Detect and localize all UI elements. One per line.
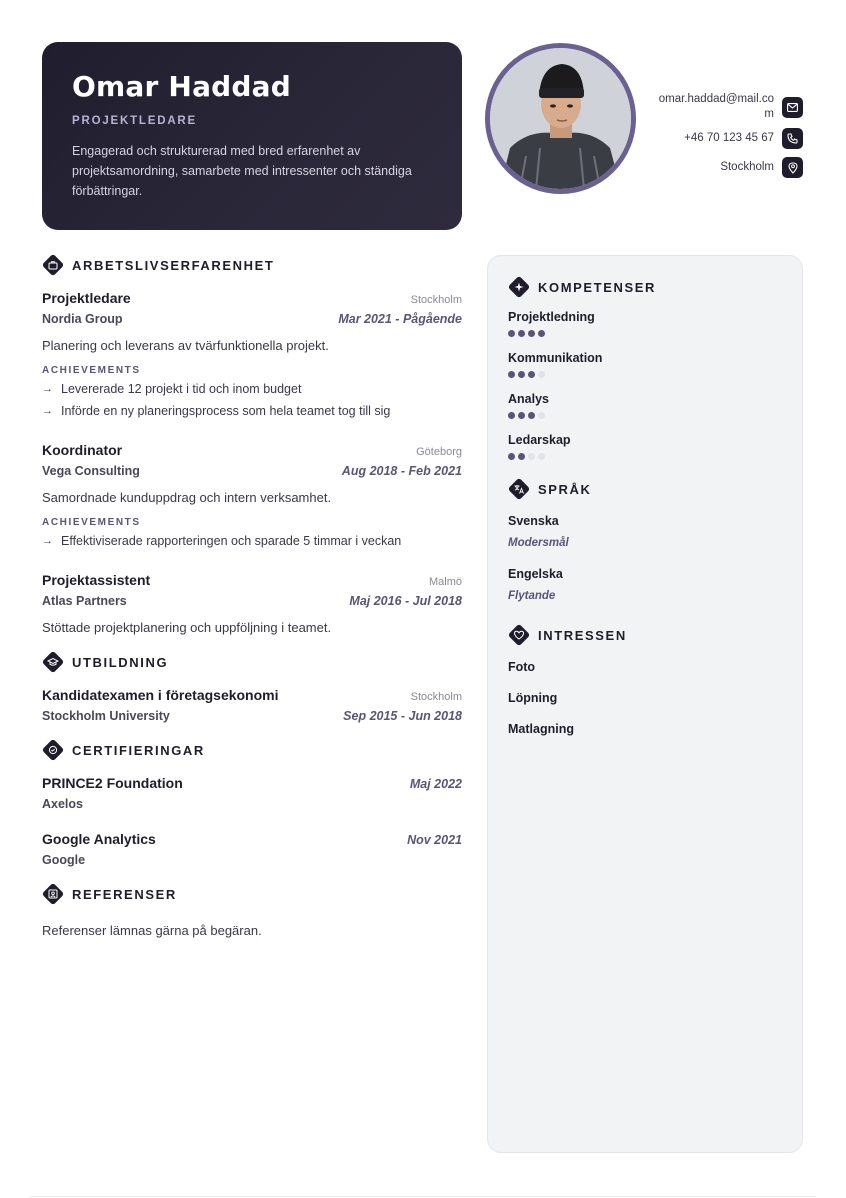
interests-heading [508,622,782,648]
achievement-text: Effektiviserade rapporteringen och sparade 5 timmar i veckan [61,534,402,548]
skill-level [508,371,782,378]
certification-date: Maj 2022 [409,777,462,791]
languages-title: SPRÅK [538,481,592,497]
main-column [42,252,462,938]
sparkle-icon [508,276,530,298]
skill-dot-empty [538,412,545,419]
mail-icon [782,97,803,118]
skill-dot-filled [518,412,525,419]
skill-dot-filled [508,412,515,419]
skill-dot-filled [518,371,525,378]
skill-dot-filled [518,330,525,337]
education-title: UTBILDNING [72,654,169,670]
profile-summary: Engagerad och strukturerad med bred erfarenhet av projektsamordning, samarbete med intressenter och ständiga förbättringar. [72,144,412,198]
skill-dot-filled [508,453,515,460]
skill-dot-filled [538,330,545,337]
experience-item [42,442,462,548]
candidate-role: PROJEKTLEDARE [72,115,197,127]
skill-dot-empty [528,453,535,460]
job-location: Malmö [428,576,462,588]
skill-dot-filled [518,453,525,460]
certification-date: Nov 2021 [407,833,462,847]
skills-heading [508,274,782,300]
page-bottom-divider [30,1196,816,1197]
degree-name: Kandidatexamen i företagsekonomi [42,687,279,703]
references-text: Referenser lämnas gärna på begäran. [42,923,262,938]
language-name: Svenska [508,514,559,528]
job-title: Projektassistent [42,572,151,588]
heart-icon [508,624,530,646]
skill-level [508,412,782,419]
skill-name: Ledarskap [508,433,571,447]
candidate-name: Omar Haddad [72,70,291,103]
contact-card-icon [42,883,64,905]
certification-item [42,831,462,867]
certifications-heading [42,737,462,763]
job-description: Planering och leverans av tvärfunktionella projekt. [42,338,329,353]
achievements-label: ACHIEVEMENTS [42,365,141,376]
phone-text[interactable]: +46 70 123 45 67 [684,132,774,144]
skill-item [508,351,782,378]
language-item [508,514,782,549]
translate-icon [508,478,530,500]
header-card [42,42,462,230]
company-name: Nordia Group [42,312,123,326]
certification-item [42,775,462,811]
language-name: Engelska [508,567,563,581]
references-heading [42,881,462,907]
certification-name: Google Analytics [42,831,156,847]
skill-item [508,310,782,337]
briefcase-icon [42,254,64,276]
arrow-right-icon: → [42,383,53,395]
graduation-cap-icon [42,651,64,673]
certification-name: PRINCE2 Foundation [42,775,183,791]
skill-item [508,433,782,460]
education-location: Stockholm [410,691,462,703]
experience-item [42,290,462,418]
skill-level [508,330,782,337]
job-dates: Aug 2018 - Feb 2021 [341,464,462,478]
sidebar [487,255,803,1153]
languages-heading [508,476,782,502]
skill-dot-filled [508,330,515,337]
interest-item: Foto [508,660,536,674]
email-text[interactable]: omar.haddad@mail.com [658,93,774,120]
certifications-title: CERTIFIERINGAR [72,742,205,758]
experience-item [42,572,462,635]
achievements-label: ACHIEVEMENTS [42,517,141,528]
achievement-item [42,534,462,548]
skills-title: KOMPETENSER [538,279,657,295]
profile-photo [485,43,636,194]
school-name: Stockholm University [42,709,170,723]
contact-info [633,92,803,178]
skill-dot-empty [538,371,545,378]
job-title: Projektledare [42,290,131,306]
achievement-text: Levererade 12 projekt i tid och inom budget [61,382,302,396]
skill-dot-filled [528,371,535,378]
skill-level [508,453,782,460]
company-name: Vega Consulting [42,464,140,478]
skill-dot-filled [528,412,535,419]
job-description: Samordnade kunduppdrag och intern verksamhet. [42,490,332,505]
skill-name: Projektledning [508,310,595,324]
skill-name: Analys [508,392,549,406]
job-title: Koordinator [42,442,123,458]
skill-dot-empty [538,453,545,460]
education-dates: Sep 2015 - Jun 2018 [343,709,462,723]
arrow-right-icon: → [42,405,53,417]
badge-icon [42,739,64,761]
skill-dot-filled [528,330,535,337]
language-item [508,567,782,602]
skill-dot-filled [508,371,515,378]
contact-phone[interactable] [633,128,803,149]
location-text: Stockholm [720,161,774,173]
achievement-item [42,404,462,418]
company-name: Atlas Partners [42,594,127,608]
job-dates: Mar 2021 - Pågående [338,312,462,326]
skill-name: Kommunikation [508,351,603,365]
interest-item: Matlagning [508,722,574,736]
education-item [42,687,462,723]
contact-email[interactable] [633,92,803,122]
job-location: Stockholm [410,294,462,306]
job-dates: Maj 2016 - Jul 2018 [349,594,462,608]
language-level: Modersmål [508,537,569,549]
job-description: Stöttade projektplanering och uppföljning i teamet. [42,620,332,635]
skill-item [508,392,782,419]
references-title: REFERENSER [72,886,177,902]
education-heading [42,649,462,675]
certification-issuer: Axelos [42,797,83,811]
arrow-right-icon: → [42,535,53,547]
achievement-item [42,382,462,396]
location-pin-icon [782,157,803,178]
experience-heading [42,252,462,278]
contact-location [633,157,803,178]
skills-list [508,310,782,460]
interest-item: Löpning [508,691,558,705]
achievement-text: Införde en ny planeringsprocess som hela teamet tog till sig [61,404,391,418]
phone-icon [782,128,803,149]
job-location: Göteborg [416,446,462,458]
experience-title: ARBETSLIVSERFARENHET [72,257,275,273]
language-level: Flytande [508,590,556,602]
certification-issuer: Google [42,853,86,867]
interests-title: INTRESSEN [538,627,627,643]
